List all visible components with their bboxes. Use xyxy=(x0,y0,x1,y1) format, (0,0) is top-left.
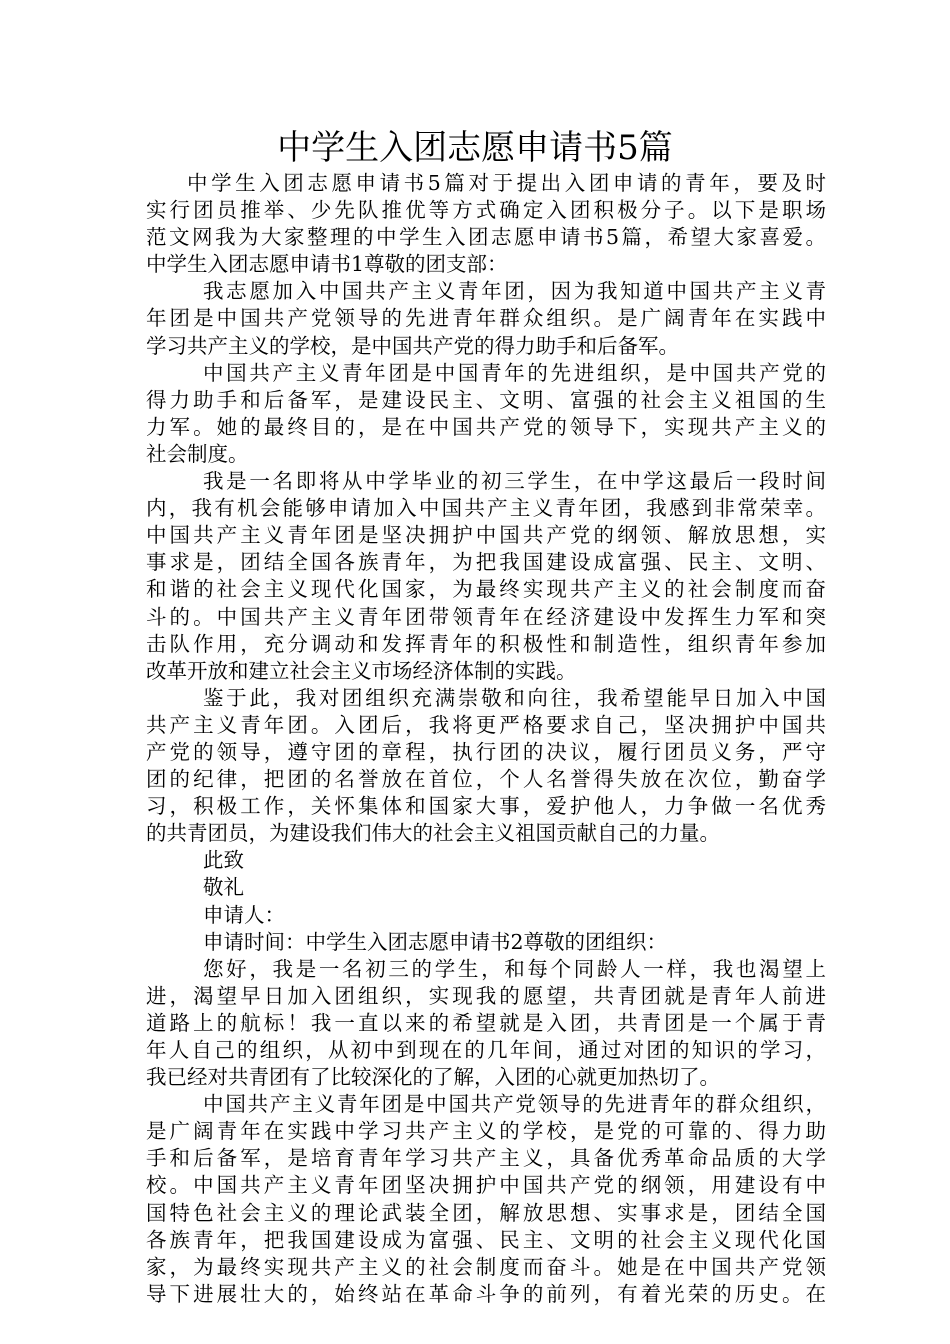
text-line: 力军。她的最终目的，是在中国共产党的领导下，实现共产主义的 xyxy=(146,414,826,439)
text-line: 和谐的社会主义现代化国家，为最终实现共产主义的社会制度而奋 xyxy=(146,577,826,602)
text-line: 学习共产主义的学校，是中国共产党的得力助手和后备军。 xyxy=(146,333,679,358)
text-line: 范文网我为大家整理的中学生入团志愿申请书5篇，希望大家喜爱。 xyxy=(146,225,826,250)
text-line: 手和后备军，是培育青年学习共产主义，具备优秀革命品质的大学 xyxy=(146,1146,826,1171)
text-line: 得力助手和后备军，是建设民主、文明、富强的社会主义祖国的生 xyxy=(146,387,826,412)
text-line: 中学生入团志愿申请书1尊敬的团支部： xyxy=(146,252,508,277)
text-line: 申请人： xyxy=(203,902,285,927)
text-line: 中国共产主义青年团是坚决拥护中国共产党的纲领、解放思想，实 xyxy=(146,523,826,548)
text-line: 我是一名即将从中学毕业的初三学生，在中学这最后一段时间 xyxy=(203,469,826,494)
text-line: 导下进展壮大的，始终站在革命斗争的前列，有着光荣的历史。在 xyxy=(146,1281,826,1306)
text-line: 年团是中国共产党领导的先进青年群众组织。是广阔青年在实践中 xyxy=(146,306,826,331)
document-title: 中学生入团志愿申请书5篇 xyxy=(277,128,673,168)
text-line: 我志愿加入中国共产主义青年团，因为我知道中国共产主义青 xyxy=(203,279,826,304)
text-line: 社会制度。 xyxy=(146,441,249,466)
text-line: 共产主义青年团。入团后，我将更严格要求自己，坚决拥护中国共 xyxy=(146,712,826,737)
text-line: 国特色社会主义的理论武装全团，解放思想、实事求是，团结全国 xyxy=(146,1200,826,1225)
text-line: 斗的。中国共产主义青年团带领青年在经济建设中发挥生力军和突 xyxy=(146,604,826,629)
text-line: 团的纪律，把团的名誉放在首位，个人名誉得失放在次位，勤奋学 xyxy=(146,767,826,792)
text-line: 敬礼 xyxy=(203,875,244,900)
text-line: 家，为最终实现共产主义的社会制度而奋斗。她是在中国共产党领 xyxy=(146,1254,826,1279)
text-line: 事求是，团结全国各族青年，为把我国建设成富强、民主、文明、 xyxy=(146,550,826,575)
text-line: 实行团员推举、少先队推优等方式确定入团积极分子。以下是职场 xyxy=(146,198,826,223)
text-line: 中学生入团志愿申请书5篇对于提出入团申请的青年，要及时 xyxy=(187,171,826,195)
text-line: 道路上的航标！我一直以来的希望就是入团，共青团是一个属于青 xyxy=(146,1010,826,1035)
text-line: 产党的领导，遵守团的章程，执行团的决议，履行团员义务，严守 xyxy=(146,739,826,764)
text-line: 申请时间：中学生入团志愿申请书2尊敬的团组织： xyxy=(203,929,668,954)
text-line: 此致 xyxy=(203,848,244,873)
text-line: 的共青团员，为建设我们伟大的社会主义祖国贡献自己的力量。 xyxy=(146,821,720,846)
text-line: 我已经对共青团有了比较深化的了解，入团的心就更加热切了。 xyxy=(146,1065,720,1090)
text-line: 年人自己的组织，从初中到现在的几年间，通过对团的知识的学习， xyxy=(146,1038,826,1062)
text-line: 习，积极工作，关怀集体和国家大事，爱护他人，力争做一名优秀 xyxy=(146,794,826,819)
text-line: 是广阔青年在实践中学习共产主义的学校，是党的可靠的、得力助 xyxy=(146,1119,826,1144)
document-body xyxy=(146,170,826,1308)
text-line: 鉴于此，我对团组织充满崇敬和向往，我希望能早日加入中国 xyxy=(203,685,826,710)
text-line: 进，渴望早日加入团组织，实现我的愿望，共青团就是青年人前进 xyxy=(146,983,826,1008)
text-line: 您好，我是一名初三的学生，和每个同龄人一样，我也渴望上 xyxy=(203,956,826,981)
text-line: 中国共产主义青年团是中国青年的先进组织，是中国共产党的 xyxy=(203,360,826,385)
text-line: 中国共产主义青年团是中国共产党领导的先进青年的群众组织， xyxy=(203,1092,826,1117)
text-line: 校。中国共产主义青年团坚决拥护中国共产党的纲领，用建设有中 xyxy=(146,1173,826,1198)
text-line: 各族青年，把我国建设成为富强、民主、文明的社会主义现代化国 xyxy=(146,1227,826,1252)
text-line: 内，我有机会能够申请加入中国共产主义青年团，我感到非常荣幸。 xyxy=(146,496,826,521)
text-line: 击队作用，充分调动和发挥青年的积极性和制造性，组织青年参加 xyxy=(146,631,826,656)
text-line: 改革开放和建立社会主义市场经济体制的实践。 xyxy=(146,658,577,683)
